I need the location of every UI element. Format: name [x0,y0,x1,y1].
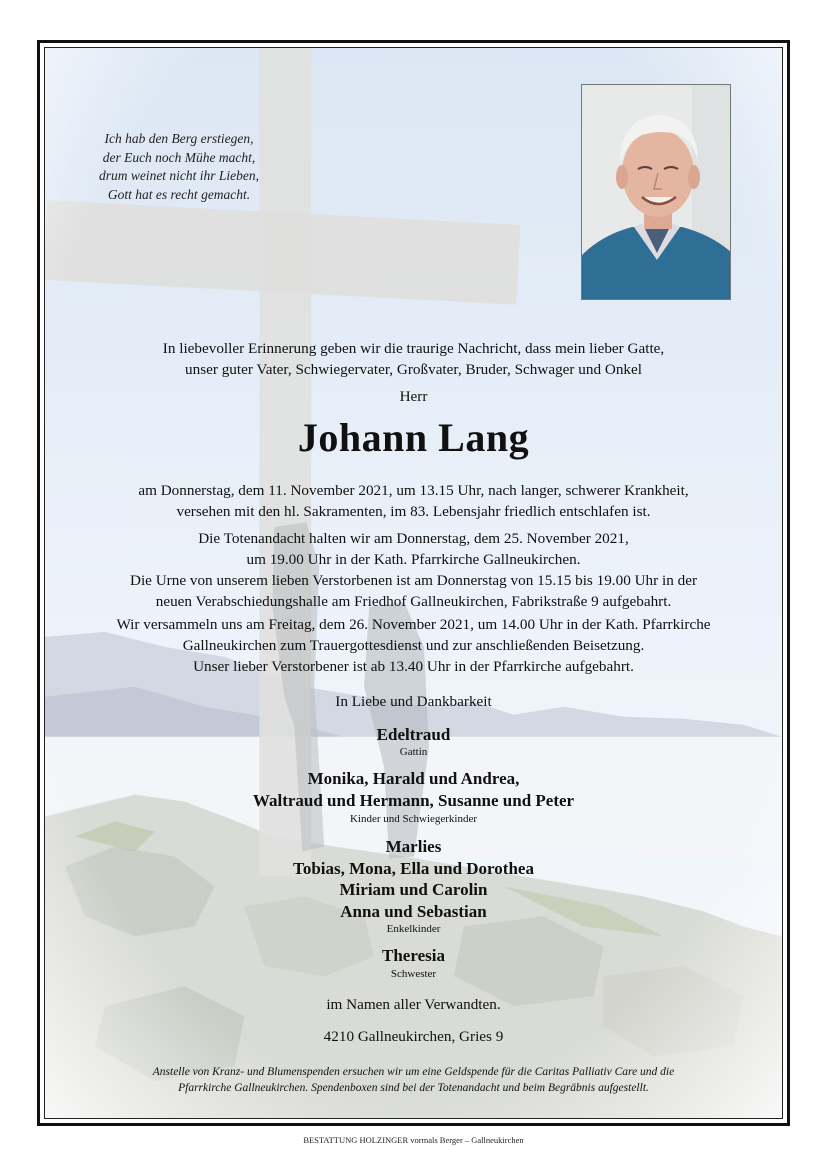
vigil-line: Die Urne von unserem lieben Verstorbenen ist am Donnerstag von 15.15 bis 19.00 Uhr in der [129,572,698,589]
death-line: am Donnerstag, dem 11. November 2021, um 13.15 Uhr, nach langer, schwerer Krankheit, [138,482,689,499]
service-line: Gallneukirchen zum Trauergottesdienst und zur anschließenden Beisetzung. [182,637,645,654]
vigil-text [45,528,782,612]
vigil-line: um 19.00 Uhr in der Kath. Pfarrkirche Gallneukirchen. [246,551,581,568]
children-line: Monika, Harald und Andrea, [307,769,520,788]
donation-line: Pfarrkirche Gallneukirchen. Spendenboxen sind bei der Totenandacht und beim Begräbnis aufgestellt. [178,1082,649,1094]
vigil-line: Die Totenandacht halten wir am Donnerstag, dem 25. November 2021, [198,530,629,547]
grandchildren-line: Marlies [385,837,442,856]
children-line: Waltraud und Hermann, Susanne und Peter [252,790,575,810]
notice-panel [44,47,783,1119]
service-line: Unser lieber Verstorbener ist ab 13.40 Uhr in der Pfarrkirche aufgebahrt. [193,658,634,675]
poem-line: Gott hat es recht gemacht. [107,186,251,202]
grandchildren-line: Miriam und Carolin [339,880,488,899]
children-relation: Kinder und Schwiegerkinder [349,813,478,825]
grandchildren-line: Tobias, Mona, Ella und Dorothea [293,858,534,878]
death-line: versehen mit den hl. Sakramenten, im 83. Lebensjahr friedlich entschlafen ist. [176,503,651,520]
notice-content [45,48,782,1118]
announcement-text [45,338,782,380]
address-text: 4210 Gallneukirchen, Gries 9 [323,1028,504,1045]
wife-name: Edeltraud [376,725,451,744]
wife-relation: Gattin [399,746,428,758]
poem-line: Ich hab den Berg erstiegen, [104,131,254,146]
sister-name: Theresia [382,946,445,965]
grandchildren-relation: Enkelkinder [386,923,441,935]
announcement-line: unser guter Vater, Schwiegervater, Großvater, Bruder, Schwager und Onkel [185,361,642,378]
announcement-line: In liebevoller Erinnerung geben wir die traurige Nachricht, dass mein lieber Gatte, [162,340,665,357]
donation-note [45,1064,782,1096]
donation-line: Anstelle von Kranz- und Blumenspenden ersuchen wir um eine Geldspende für die Caritas Palliativ Care und die [152,1066,675,1078]
grandchildren-names [45,836,782,922]
children-names [45,768,782,811]
portrait-photo [581,84,731,300]
deceased-name: Johann Lang [297,415,530,460]
relatives-text: im Namen aller Verwandten. [326,996,501,1013]
undertaker-footer: BESTATTUNG HOLZINGER vormals Berger – Gallneukirchen [303,1135,524,1145]
grandchildren-line: Anna und Sebastian [340,901,487,921]
closing-text: In Liebe und Dankbarkeit [335,693,492,710]
salutation: Herr [399,388,428,405]
sister-relation: Schwester [390,968,437,980]
poem-line: drum weinet nicht ihr Lieben, [98,168,260,183]
service-text [45,614,782,677]
vigil-line: neuen Verabschiedungshalle am Friedhof Gallneukirchen, Fabrikstraße 9 aufgebahrt. [155,593,672,610]
poem [69,130,289,204]
death-text [45,480,782,522]
service-line: Wir versammeln uns am Freitag, dem 26. November 2021, um 14.00 Uhr in der Kath. Pfarrkirche [116,616,711,633]
poem-line: der Euch noch Mühe macht, [102,149,256,165]
